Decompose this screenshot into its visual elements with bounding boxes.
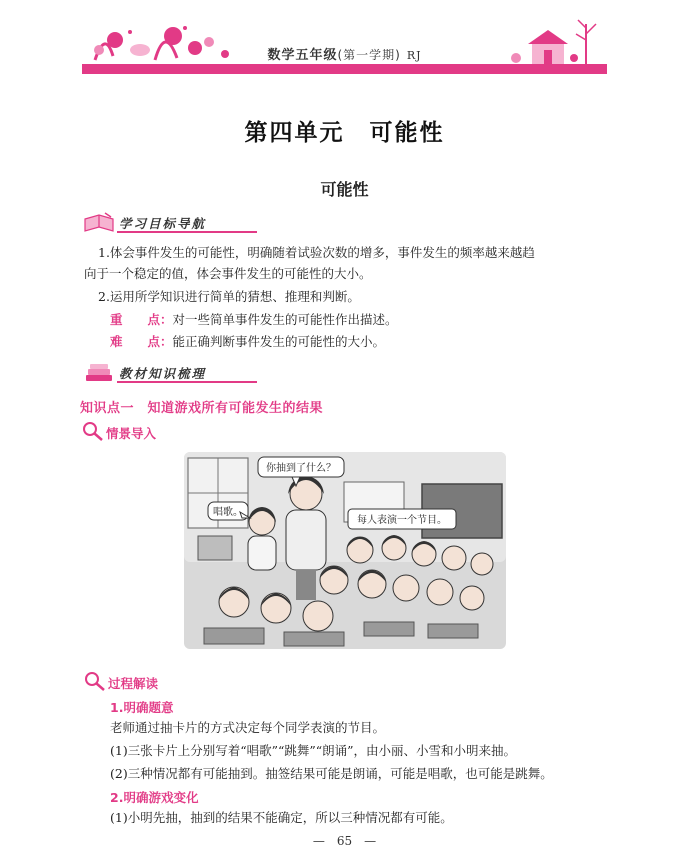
- step-2-line-1: (1)小明先抽，抽到的结果不能确定，所以三种情况都有可能。: [110, 810, 453, 825]
- key-point-row: [110, 311, 610, 329]
- section-goals-title: 学习目标导航: [119, 216, 207, 231]
- section-knowledge-title: 教材知识梳理: [119, 366, 207, 381]
- header-subject: 数学五年级: [267, 48, 338, 63]
- goal-item-1-line-2: 向于一个稳定的值，体会事件发生的可能性的大小。: [84, 266, 372, 281]
- difficulty-label: 难 点：: [110, 334, 173, 349]
- section-goals-heading: [83, 211, 283, 237]
- process-heading: 过程解读: [108, 676, 159, 691]
- section-goals-underline: [117, 231, 257, 233]
- key-point-label: 重 点：: [110, 312, 173, 327]
- step-1-line-3: (2)三种情况都有可能抽到。抽签结果可能是朗诵，可能是唱歌，也可能是跳舞。: [110, 766, 553, 781]
- magnifier-icon: [82, 421, 104, 441]
- header-term: (第一学期): [337, 48, 401, 62]
- difficulty-text: 能正确判断事件发生的可能性的大小。: [172, 334, 386, 349]
- goal-item-1-line-1: 1.体会事件发生的可能性，明确随着试验次数的增多，事件发生的频率越来越趋: [98, 245, 535, 260]
- scene-intro-label: 情景导入: [106, 426, 157, 441]
- step-2-title: 2.明确游戏变化: [110, 790, 199, 805]
- bubble-board-text: 每人表演一个节目。: [357, 515, 447, 526]
- lesson-title: 可能性: [320, 180, 369, 199]
- bubble-teacher-text: 你抽到了什么？: [266, 463, 336, 474]
- goal-item-2: 2.运用所学知识进行简单的猜想、推理和判断。: [98, 289, 360, 304]
- step-1-line-2: (1)三张卡片上分别写着“唱歌”“跳舞”“朗诵”，由小丽、小雪和小明来抽。: [110, 743, 517, 758]
- magnifier-icon: [84, 671, 106, 691]
- knowledge-point-title: 知识点一 知道游戏所有可能发生的结果: [80, 401, 324, 416]
- header-edition: RJ: [406, 49, 422, 62]
- step-1-line-1: 老师通过抽卡片的方式决定每个同学表演的节目。: [110, 720, 386, 735]
- bubble-girl-text: 唱歌。: [213, 507, 243, 518]
- open-book-icon: [83, 211, 115, 235]
- section-knowledge-heading: [83, 361, 283, 387]
- section-knowledge-underline: [117, 381, 257, 383]
- key-point-text: 对一些简单事件发生的可能性作出描述。: [172, 312, 398, 327]
- header-title: [0, 44, 689, 63]
- difficulty-row: [110, 333, 610, 351]
- classroom-illustration: [184, 452, 506, 649]
- step-1-title: 1.明确题意: [110, 700, 174, 715]
- unit-title: 第四单元 可能性: [244, 119, 445, 146]
- stacked-books-icon: [83, 361, 115, 385]
- page-number: — 65 —: [312, 834, 377, 848]
- header-bar: [82, 64, 607, 74]
